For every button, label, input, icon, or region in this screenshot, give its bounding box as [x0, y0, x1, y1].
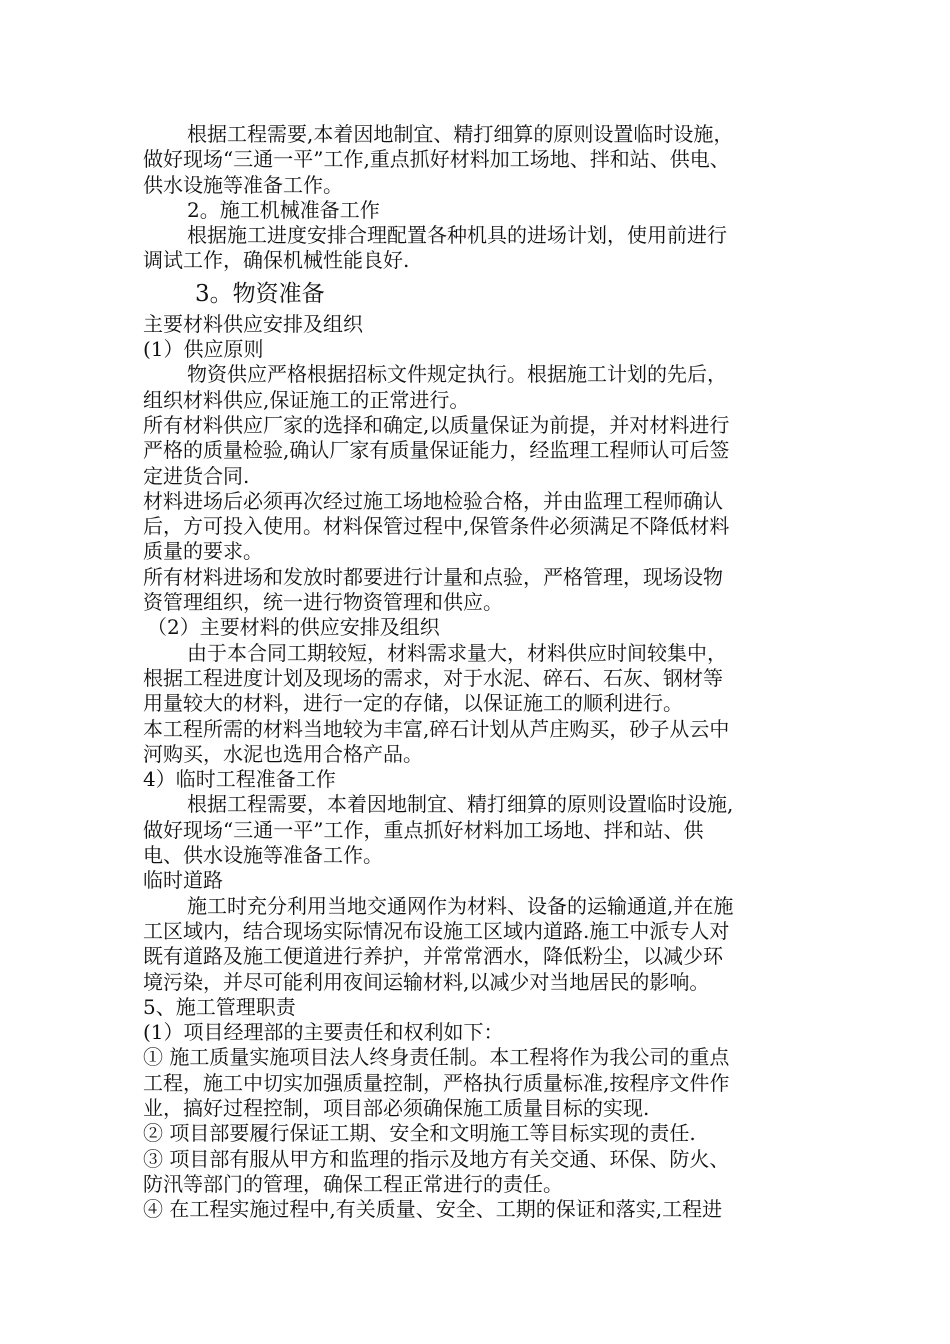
metering-line-2: 资管理组织，统一进行物资管理和供应。 — [143, 590, 503, 615]
supply-principle-line-2: 组织材料供应,保证施工的正常进行。 — [143, 387, 470, 412]
document-body — [143, 122, 815, 1222]
inspection-line-3: 质量的要求。 — [143, 539, 263, 564]
temp-works-title: 4）临时工程准备工作 — [143, 767, 336, 792]
metering-line-1: 所有材料进场和发放时都要进行计量和点验，严格管理，现场设物 — [143, 564, 723, 589]
inspection-line-2: 后，方可投入使用。材料保管过程中,保管条件必须满足不降低材料 — [143, 514, 730, 539]
intro-line-2: 做好现场“三通一平”工作,重点抓好材料加工场地、拌和站、供电、 — [143, 147, 730, 172]
road-line-4: 境污染，并尽可能利用夜间运输材料,以减少对当地居民的影响。 — [143, 969, 710, 994]
mgmt-sub-title: (1）项目经理部的主要责任和权利如下： — [143, 1020, 504, 1045]
supply-arrange-line-3: 用量较大的材料，进行一定的存储，以保证施工的顺利进行。 — [143, 691, 683, 716]
road-line-2: 工区域内，结合现场实际情况布设施工区域内道路.施工中派专人对 — [143, 918, 730, 943]
road-line-1: 施工时充分利用当地交通网作为材料、设备的运输通道,并在施 — [187, 893, 734, 918]
supply-arrange-line-1: 由于本合同工期较短，材料需求量大，材料供应时间较集中， — [187, 640, 727, 665]
supply-principle-line-1: 物资供应严格根据招标文件规定执行。根据施工计划的先后， — [187, 362, 727, 387]
duty1-line-1: ① 施工质量实施项目法人终身责任制。本工程将作为我公司的重点 — [143, 1045, 730, 1070]
duty2-line-1: ② 项目部要履行保证工期、安全和文明施工等目标实现的责任. — [143, 1121, 696, 1146]
local-line-2: 河购买，水泥也选用合格产品。 — [143, 741, 423, 766]
vendor-line-1: 所有材料供应厂家的选择和确定,以质量保证为前提，并对材料进行 — [143, 412, 730, 437]
temp-works-line-1: 根据工程需要，本着因地制宜、精打细算的原则设置临时设施, — [187, 792, 734, 817]
intro-line-1: 根据工程需要,本着因地制宜、精打细算的原则设置临时设施， — [187, 122, 734, 146]
road-line-3: 既有道路及施工便道进行养护，并常常洒水，降低粉尘，以减少环 — [143, 944, 723, 969]
duty3-line-2: 防汛等部门的管理，确保工程正常进行的责任。 — [143, 1171, 563, 1196]
vendor-line-2: 严格的质量检验,确认厂家有质量保证能力，经监理工程师认可后签 — [143, 438, 730, 463]
duty1-line-2: 工程，施工中切实加强质量控制，严格执行质量标准,按程序文件作 — [143, 1070, 730, 1095]
local-line-1: 本工程所需的材料当地较为丰富,碎石计划从芦庄购买，砂子从云中 — [143, 716, 730, 741]
supply-arrange-title: （2）主要材料的供应安排及组织 — [147, 615, 440, 640]
sub2-line-2: 调试工作，确保机械性能良好. — [143, 248, 410, 273]
road-title: 临时道路 — [143, 868, 223, 893]
inspection-line-1: 材料进场后必须再次经过施工场地检验合格，并由监理工程师确认 — [143, 488, 723, 513]
duty1-line-3: 业，搞好过程控制，项目部必须确保施工质量目标的实现. — [143, 1095, 650, 1120]
section3-title: 3。物资准备 — [195, 280, 325, 307]
duty4-line-1: ④ 在工程实施过程中,有关质量、安全、工期的保证和落实,工程进 — [143, 1197, 723, 1222]
temp-works-line-3: 电、供水设施等准备工作。 — [143, 843, 383, 868]
sub2-line-1: 根据施工进度安排合理配置各种机具的进场计划，使用前进行 — [187, 223, 727, 248]
temp-works-line-2: 做好现场“三通一平”工作，重点抓好材料加工场地、拌和站、供 — [143, 817, 704, 842]
materials-title: 主要材料供应安排及组织 — [143, 311, 363, 336]
mgmt-title: 5、施工管理职责 — [143, 994, 296, 1019]
supply-principle-title: (1）供应原则 — [143, 337, 264, 362]
sub2-title: 2。施工机械准备工作 — [187, 197, 380, 222]
duty3-line-1: ③ 项目部有服从甲方和监理的指示及地方有关交通、环保、防火、 — [143, 1146, 730, 1171]
vendor-line-3: 定进货合同. — [143, 463, 250, 488]
intro-line-3: 供水设施等准备工作。 — [143, 172, 343, 197]
supply-arrange-line-2: 根据工程进度计划及现场的需求，对于水泥、碎石、石灰、钢材等 — [143, 665, 723, 690]
